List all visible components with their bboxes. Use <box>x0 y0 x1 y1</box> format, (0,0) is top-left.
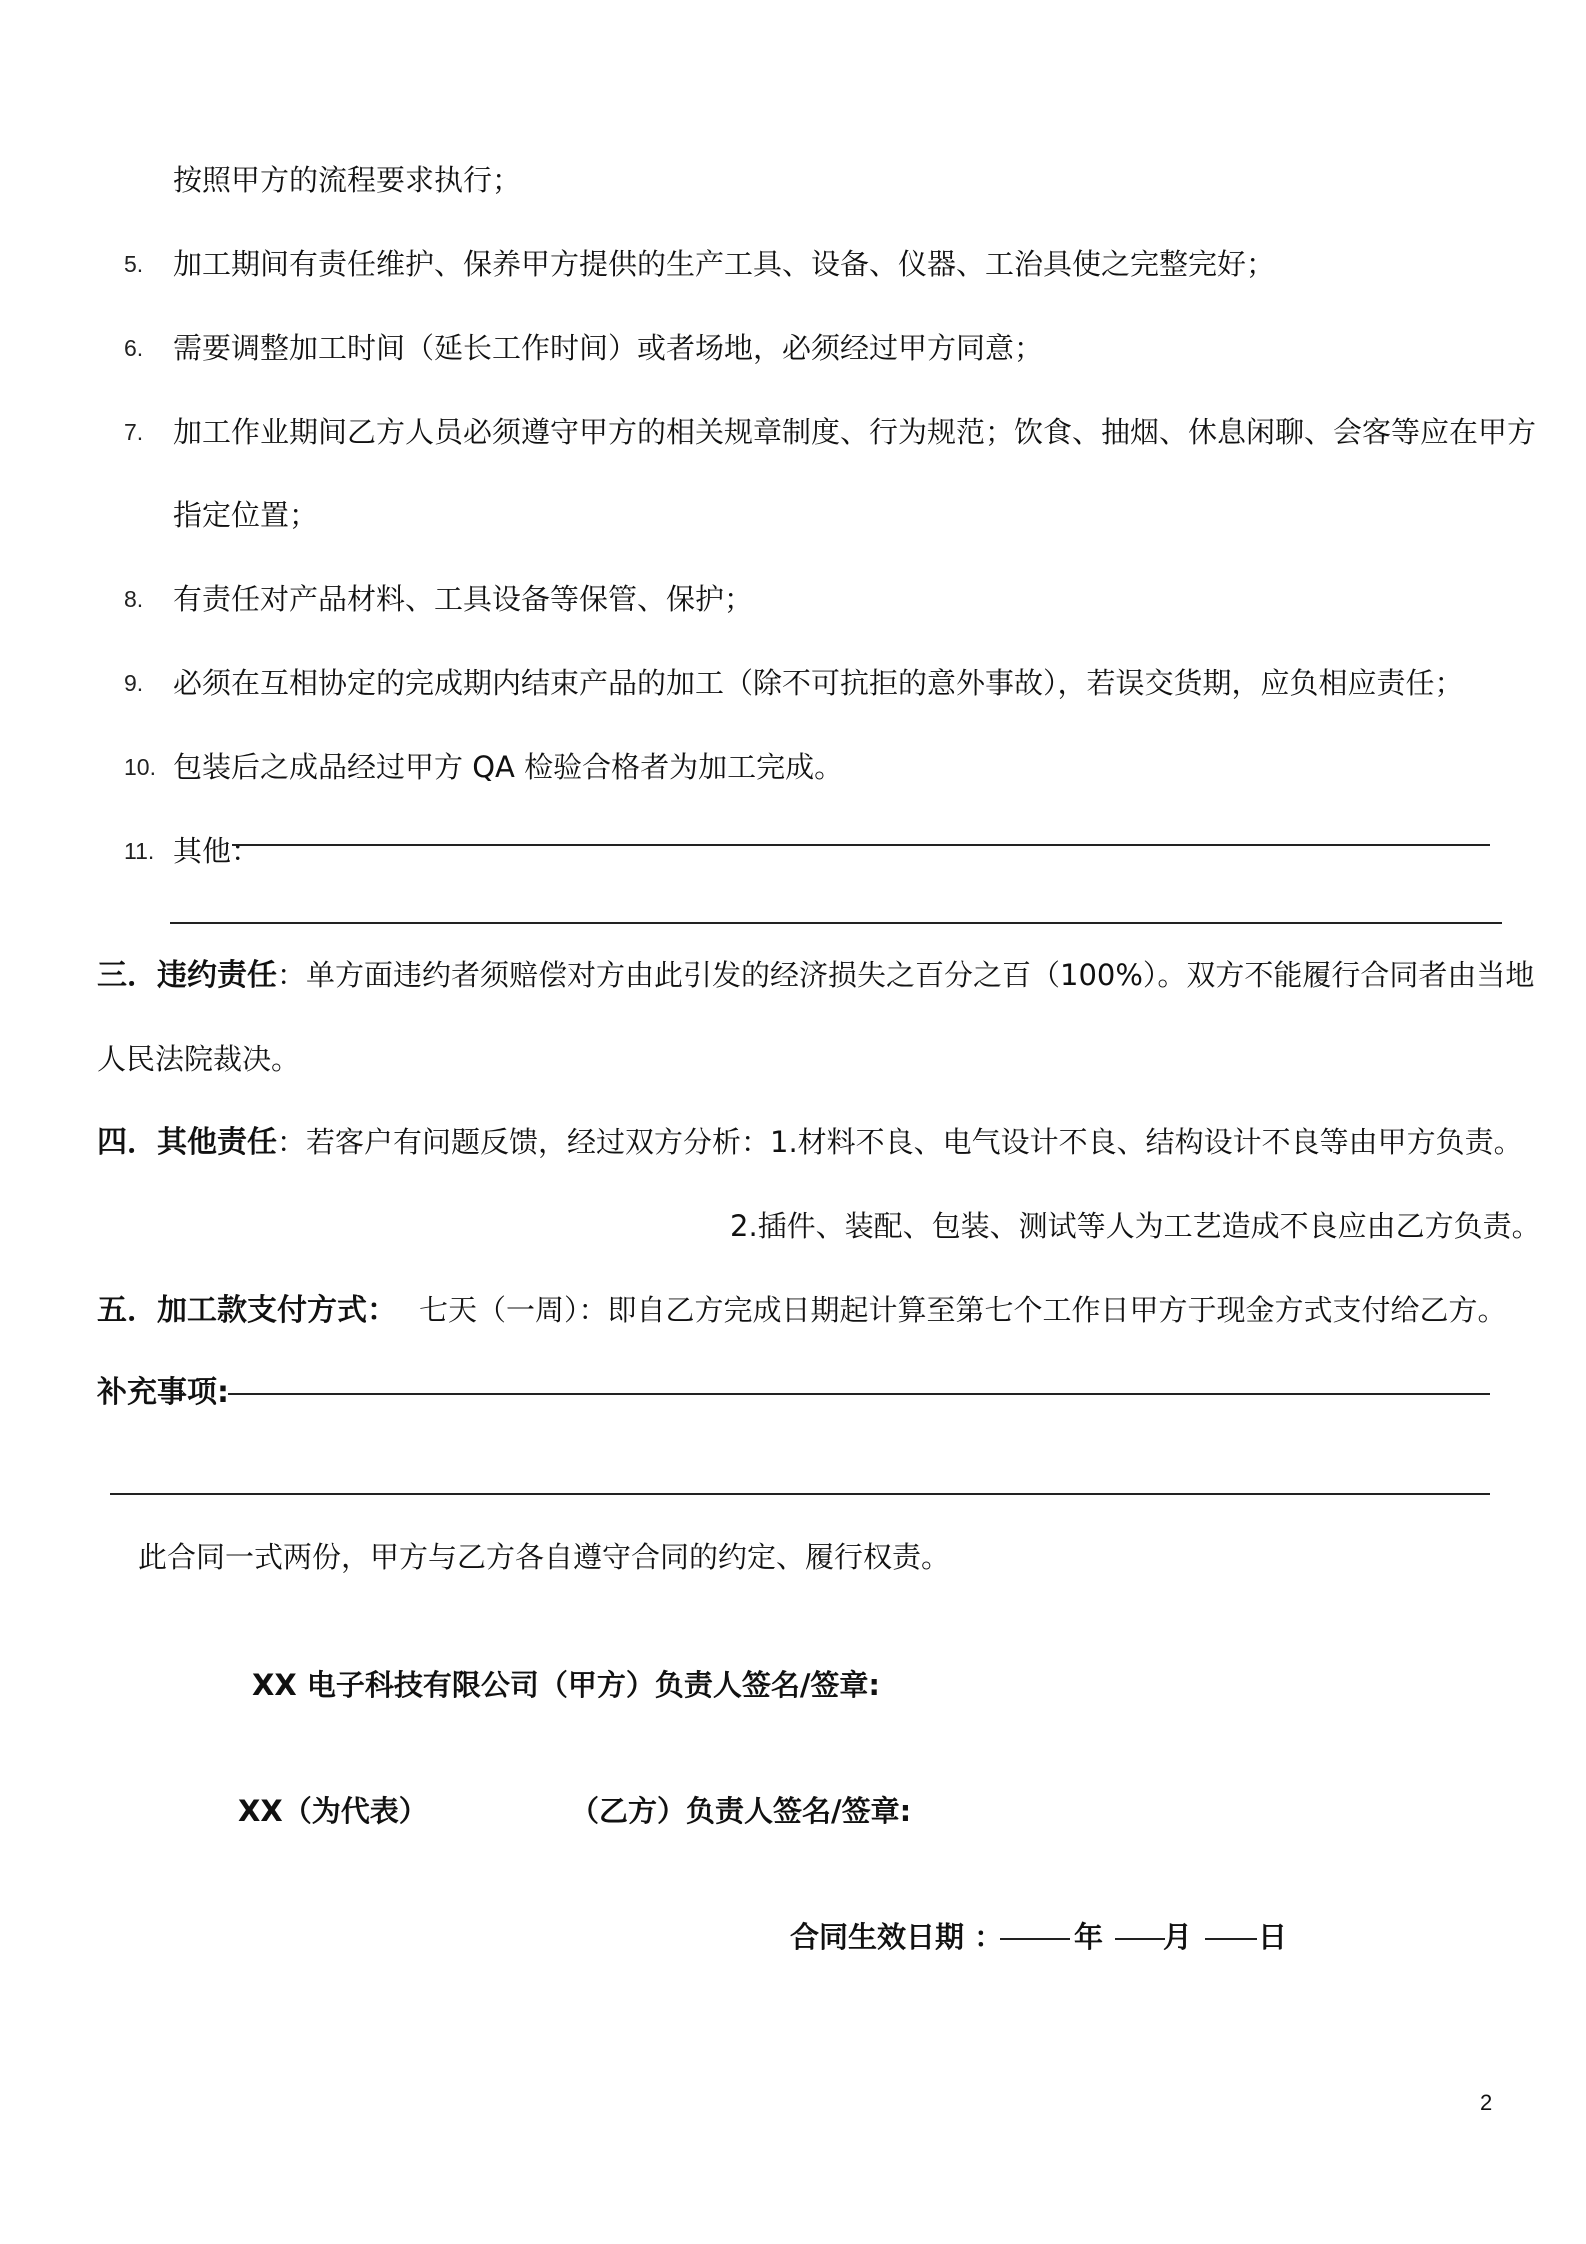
item-7-number: 7. <box>124 419 144 445</box>
item-11-number: 11. <box>124 838 155 864</box>
section-4-line <box>97 1122 1523 1163</box>
item-5-text: 加工期间有责任维护、保养甲方提供的生产工具、设备、仪器、工治具使之完整完好； <box>173 247 1276 281</box>
item-8-text: 有责任对产品材料、工具设备等保管、保护； <box>173 582 754 616</box>
item-8-number: 8. <box>124 586 144 612</box>
section-3-text-continued: 人民法院裁决。 <box>97 1042 301 1076</box>
item-9-number: 9. <box>124 670 144 696</box>
section-5-text: 七天（一周）：即自乙方完成日期起计算至第七个工作日甲方于现金方式支付给乙方。 <box>419 1293 1507 1327</box>
day-label: 日 <box>1258 1920 1288 1954</box>
section-3-line <box>97 955 1534 996</box>
section-3-text: ：单方面违约者须赔偿对方由此引发的经济损失之百分之百（100%）。双方不能履行合同者由当地 <box>277 958 1535 992</box>
item-9-text: 必须在互相协定的完成期内结束产品的加工（除不可抗拒的意外事故），若误交货期，应负相应责任； <box>173 666 1464 700</box>
year-blank-line <box>1000 1938 1070 1940</box>
section-4-heading: 四．其他责任 <box>97 1125 277 1160</box>
section-5-line <box>97 1290 1507 1331</box>
item-7-text: 加工作业期间乙方人员必须遵守甲方的相关规章制度、行为规范；饮食、抽烟、休息闲聊、会客等应在甲方 <box>173 415 1537 449</box>
year-label: 年 <box>1074 1920 1104 1954</box>
party-b-representative: XX（为代表） <box>238 1794 428 1828</box>
item-4-continuation: 按照甲方的流程要求执行； <box>173 163 522 197</box>
supplement-fill-line <box>228 1393 1490 1395</box>
item-10-number: 10. <box>124 754 156 780</box>
item-11-fill-line-2 <box>170 922 1502 924</box>
page-number: 2 <box>1480 2090 1493 2115</box>
month-blank-line <box>1115 1938 1165 1940</box>
item-11-text: 其他： <box>173 834 261 868</box>
supplement-fill-line-2 <box>110 1493 1490 1495</box>
section-5-heading: 五．加工款支付方式： <box>97 1293 397 1328</box>
day-blank-line <box>1205 1938 1257 1940</box>
section-4-text: ：若客户有问题反馈，经过双方分析：1.材料不良、电气设计不良、结构设计不良等由甲方负责。 <box>277 1125 1523 1159</box>
party-b-signature: （乙方）负责人签名/签章: <box>570 1794 912 1828</box>
party-a-signature: XX 电子科技有限公司（甲方）负责人签名/签章: <box>252 1668 881 1702</box>
item-5-number: 5. <box>124 251 144 277</box>
effective-date-label: 合同生效日期 ： <box>790 1920 1004 1954</box>
item-6-text: 需要调整加工时间（延长工作时间）或者场地，必须经过甲方同意； <box>173 331 1044 365</box>
section-3-heading: 三．违约责任 <box>97 958 277 993</box>
item-11-fill-line <box>232 844 1490 846</box>
month-label: 月 <box>1163 1920 1193 1954</box>
closing-statement: 此合同一式两份，甲方与乙方各自遵守合同的约定、履行权责。 <box>138 1540 951 1574</box>
section-4-text-continued: 2.插件、装配、包装、测试等人为工艺造成不良应由乙方负责。 <box>730 1209 1541 1243</box>
item-10-text: 包装后之成品经过甲方 QA 检验合格者为加工完成。 <box>173 750 844 784</box>
item-7-text-continued: 指定位置； <box>173 498 319 532</box>
item-6-number: 6. <box>124 335 144 361</box>
supplement-label: 补充事项: <box>97 1375 229 1410</box>
